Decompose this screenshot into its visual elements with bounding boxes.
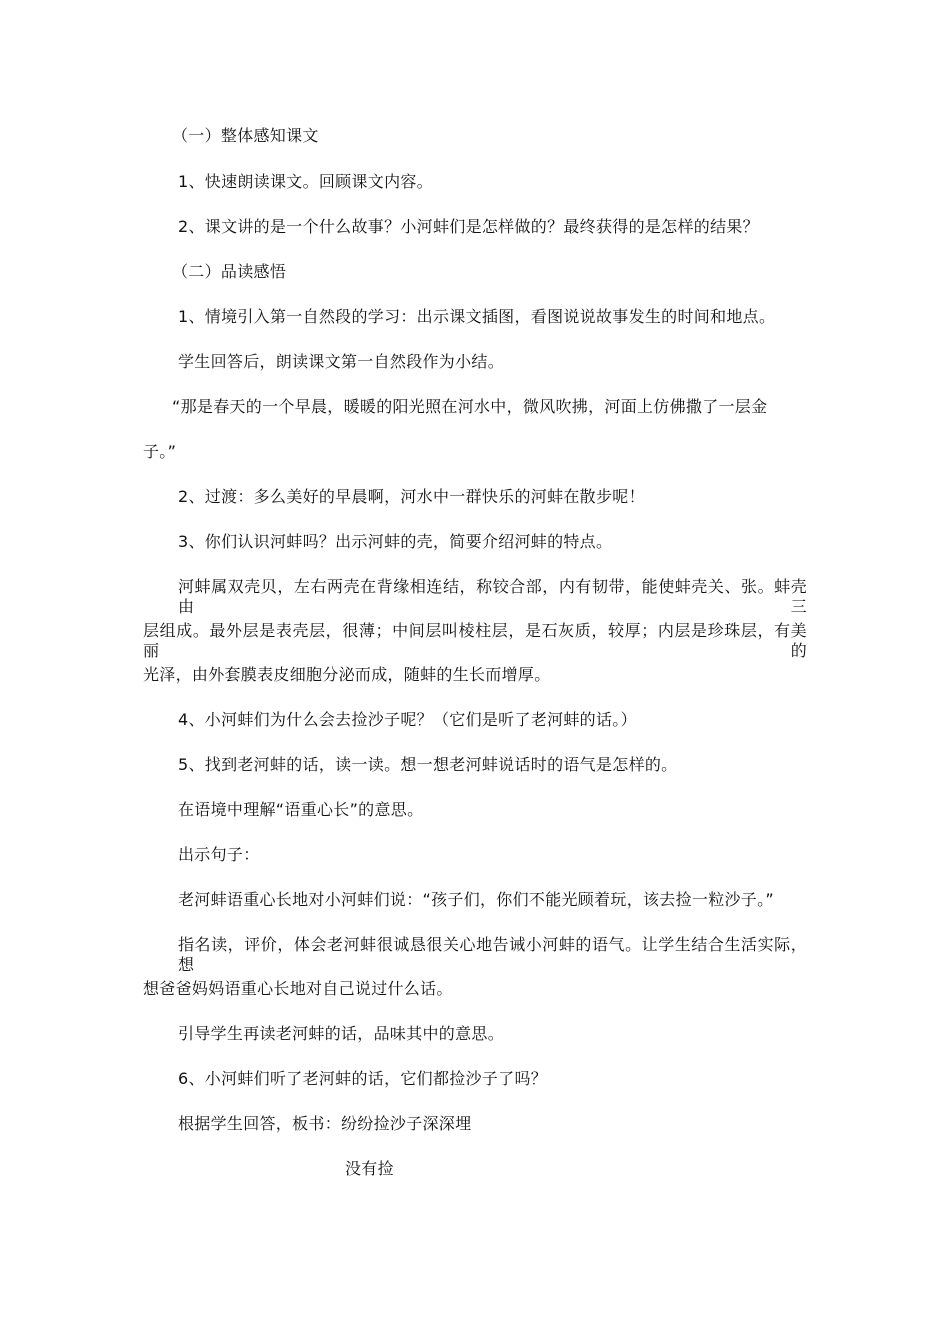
paragraph: 老河蚌语重心长地对小河蚌们说：“孩子们，你们不能光顾着玩，该去捡一粒沙子。”: [178, 890, 774, 909]
paragraph: 层组成。最外层是表壳层，很薄；中间层叫棱柱层，是石灰质，较厚；内层是珍珠层，有美丽的: [143, 621, 807, 660]
paragraph: 6、小河蚌们听了老河蚌的话，它们都捡沙子了吗？: [178, 1069, 548, 1088]
paragraph: 在语境中理解“语重心长”的意思。: [178, 800, 424, 819]
paragraph: 根据学生回答，板书：纷纷捡沙子深深埋: [178, 1114, 472, 1133]
board-note: 没有捡: [345, 1159, 394, 1178]
paragraph: 学生回答后，朗读课文第一自然段作为小结。: [178, 352, 505, 371]
quote-line: 子。”: [143, 442, 177, 461]
paragraph: 光泽，由外套膜表皮细胞分泌而成，随蚌的生长而增厚。: [143, 665, 551, 684]
paragraph: 2、课文讲的是一个什么故事？小河蚌们是怎样做的？最终获得的是怎样的结果？: [178, 217, 759, 236]
paragraph: 引导学生再读老河蚌的话，品味其中的意思。: [178, 1024, 505, 1043]
paragraph: 1、快速朗读课文。回顾课文内容。: [178, 172, 433, 191]
paragraph: 3、你们认识河蚌吗？出示河蚌的壳，简要介绍河蚌的特点。: [178, 532, 613, 551]
paragraph: 指名读，评价，体会老河蚌很诚恳很关心地告诫小河蚌的语气。让学生结合生活实际，想: [178, 935, 807, 974]
paragraph: 4、小河蚌们为什么会去捡沙子呢？（它们是听了老河蚌的话。）: [178, 710, 637, 729]
paragraph: 出示句子：: [178, 845, 260, 864]
paragraph: 1、情境引入第一自然段的学习：出示课文插图，看图说说故事发生的时间和地点。: [178, 307, 776, 326]
paragraph: 想爸爸妈妈语重心长地对自己说过什么话。: [143, 979, 453, 998]
section-heading-1: （一）整体感知课文: [172, 126, 319, 145]
paragraph: 5、找到老河蚌的话，读一读。想一想老河蚌说话时的语气是怎样的。: [178, 755, 678, 774]
section-heading-2: （二）品读感悟: [172, 262, 287, 281]
paragraph: 2、过渡：多么美好的早晨啊，河水中一群快乐的河蚌在散步呢！: [178, 487, 645, 506]
quote-line: “那是春天的一个早晨，暖暖的阳光照在河水中，微风吹拂，河面上仿佛撒了一层金: [172, 397, 768, 416]
paragraph: 河蚌属双壳贝，左右两壳在背缘相连结，称铰合部，内有韧带，能使蚌壳关、张。蚌壳由三: [178, 577, 807, 616]
